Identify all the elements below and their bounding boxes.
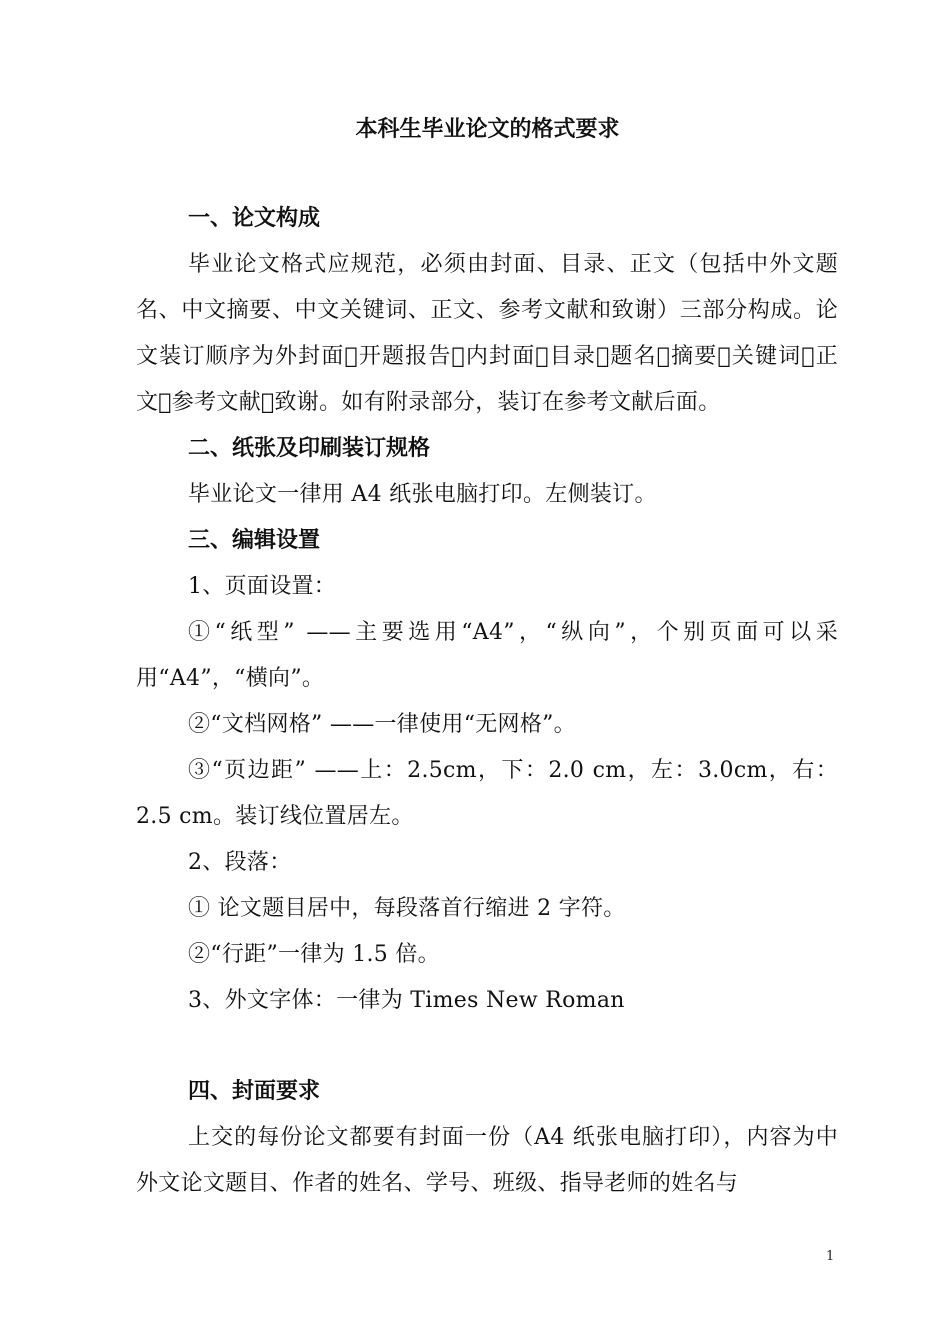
paragraph-composition: 毕业论文格式应规范，必须由封面、目录、正文（包括中外文题名、中文摘要、中文关键词、正文、参考文献和致谢）三部分构成。论文装订顺序为外封面 开题报告 内封面 目录 题名 摘要 关键词 正文 参考文献 致谢。如有附录部分，装订在参考文献后面。 <box>136 252 838 415</box>
paragraph-cover: 上交的每份论文都要有封面一份（A4 纸张电脑打印），内容为中外文论文题目、作者的姓名、学号、班级、指导老师的姓名与 <box>136 1125 838 1196</box>
spacer <box>136 1024 838 1069</box>
section-heading-paper-binding: 二、纸张及印刷装订规格 <box>188 436 431 461</box>
page-number: 1 <box>826 1249 835 1264</box>
list-item-margins: ③“页边距” ——上：2.5cm，下：2.0 cm，左：3.0cm，右：2.5 cm。装订线位置居左。 <box>136 758 838 829</box>
section-heading-composition: 一、论文构成 <box>188 206 321 231</box>
list-item-line-spacing: ②“行距”一律为 1.5 倍。 <box>188 942 440 967</box>
list-item-paragraph: 2、段落： <box>188 850 292 875</box>
list-item-title-centered: ① 论文题目居中，每段落首行缩进 2 字符。 <box>188 896 626 921</box>
list-item-page-setup: 1、页面设置： <box>188 574 337 599</box>
document-title: 本科生毕业论文的格式要求 <box>355 117 620 142</box>
list-item-document-grid: ②“文档网格” ——一律使用“无网格”。 <box>188 712 576 737</box>
section-heading-cover: 四、封面要求 <box>188 1079 321 1104</box>
paragraph-paper-binding: 毕业论文一律用 A4 纸张电脑打印。左侧装订。 <box>188 482 657 507</box>
list-item-paper-type: ①“纸型” ——主要选用“A4”，“纵向”，个别页面可以采用“A4”，“横向”。 <box>136 620 838 691</box>
list-item-foreign-font: 3、外文字体：一律为 Times New Roman <box>188 988 625 1013</box>
document-body <box>136 196 838 1207</box>
section-heading-edit-settings: 三、编辑设置 <box>188 528 321 553</box>
